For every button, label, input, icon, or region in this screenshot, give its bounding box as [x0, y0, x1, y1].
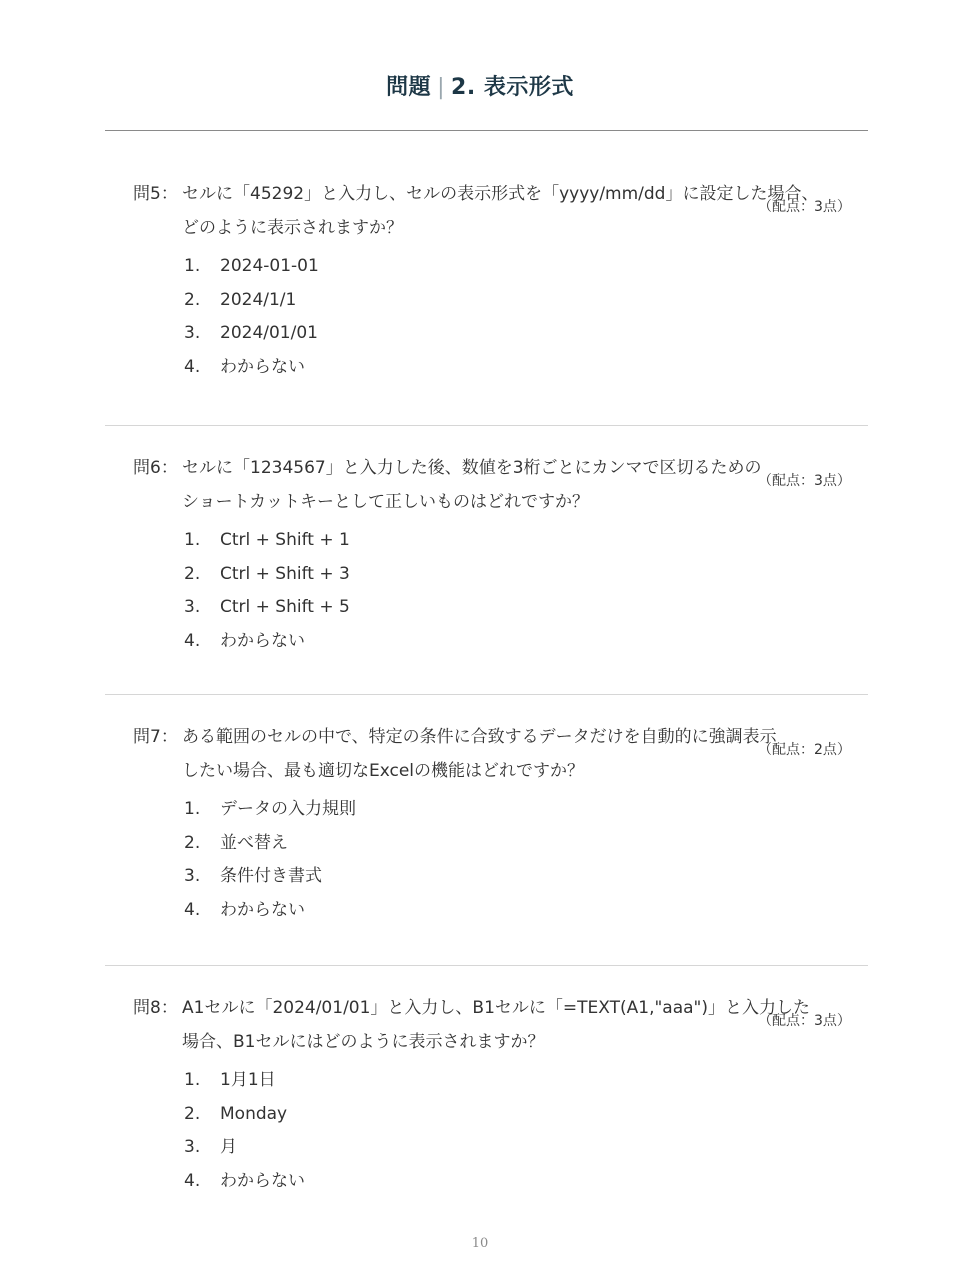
option-text: Ctrl + Shift + 3 [220, 564, 350, 584]
option-number: 4. [184, 357, 201, 377]
option-item [0, 558, 960, 591]
option-text: 1月1日 [220, 1070, 276, 1090]
question-divider [105, 965, 868, 966]
option-text: わからない [220, 357, 305, 377]
option-number: 1. [184, 530, 201, 550]
option-item [0, 894, 960, 927]
option-item [0, 1165, 960, 1198]
question-points: （配点：3点） [758, 199, 851, 215]
option-number: 2. [184, 833, 201, 853]
option-text: 2024-01-01 [220, 256, 319, 276]
option-text: Monday [220, 1104, 288, 1124]
question-text-line: どのように表示されますか？ [182, 218, 403, 238]
option-number: 2. [184, 1104, 201, 1124]
question-label: 問7： [133, 727, 178, 747]
option-text: わからない [220, 631, 305, 651]
question-text-line: セルに「1234567」と入力した後、数値を3桁ごとにカンマで区切るための [182, 458, 762, 478]
option-item [0, 351, 960, 384]
option-text: わからない [220, 900, 305, 920]
question-text-line: したい場合、最も適切なExcelの機能はどれですか？ [182, 761, 585, 781]
question-text-line: A1セルに「2024/01/01」と入力し、B1セルに「=TEXT(A1,"aaa")」と入力した [182, 998, 811, 1018]
option-number: 4. [184, 1171, 201, 1191]
option-item [0, 1131, 960, 1164]
page-number: 10 [471, 1236, 489, 1251]
question-text [182, 720, 842, 788]
option-item [0, 284, 960, 317]
question-text-line: 場合、B1セルにはどのように表示されますか？ [182, 1032, 545, 1052]
option-item [0, 250, 960, 283]
title-divider [105, 130, 868, 131]
option-item [0, 827, 960, 860]
option-number: 3. [184, 866, 201, 886]
option-number: 1. [184, 799, 201, 819]
option-text: 2024/01/01 [220, 323, 318, 343]
question-points: （配点：3点） [758, 1013, 851, 1029]
option-number: 2. [184, 564, 201, 584]
option-item [0, 1064, 960, 1097]
option-text: 2024/1/1 [220, 290, 297, 310]
question-label: 問5： [133, 184, 178, 204]
option-item [0, 625, 960, 658]
title-separator: | [437, 75, 446, 100]
question-text [182, 451, 842, 519]
question-text-line: ある範囲のセルの中で、特定の条件に合致するデータだけを自動的に強調表示 [182, 727, 777, 747]
option-number: 2. [184, 290, 201, 310]
option-number: 3. [184, 597, 201, 617]
question-text [182, 177, 842, 245]
question-label: 問6： [133, 458, 178, 478]
question-divider [105, 425, 868, 426]
option-number: 1. [184, 256, 201, 276]
page-title-section: 2. 表示形式 [451, 75, 574, 100]
question-points: （配点：3点） [758, 473, 851, 489]
option-text: 条件付き書式 [220, 866, 322, 886]
option-text: わからない [220, 1171, 305, 1191]
option-text: Ctrl + Shift + 5 [220, 597, 350, 617]
page-title-main: 問題 [386, 75, 432, 100]
question-divider [105, 694, 868, 695]
option-text: データの入力規則 [220, 799, 356, 819]
option-number: 4. [184, 900, 201, 920]
option-item [0, 524, 960, 557]
option-item [0, 1098, 960, 1131]
question-points: （配点：2点） [758, 742, 851, 758]
option-text: 並べ替え [220, 833, 288, 853]
question-text-line: セルに「45292」と入力し、セルの表示形式を「yyyy/mm/dd」に設定した場合、 [182, 184, 819, 204]
option-item [0, 317, 960, 350]
option-number: 4. [184, 631, 201, 651]
option-item [0, 591, 960, 624]
option-text: 月 [220, 1137, 237, 1157]
question-label: 問8： [133, 998, 178, 1018]
option-text: Ctrl + Shift + 1 [220, 530, 350, 550]
option-number: 3. [184, 1137, 201, 1157]
option-number: 3. [184, 323, 201, 343]
page-title [0, 70, 960, 101]
question-text [182, 991, 842, 1059]
option-item [0, 793, 960, 826]
option-item [0, 860, 960, 893]
question-text-line: ショートカットキーとして正しいものはどれですか？ [182, 492, 589, 512]
option-number: 1. [184, 1070, 201, 1090]
